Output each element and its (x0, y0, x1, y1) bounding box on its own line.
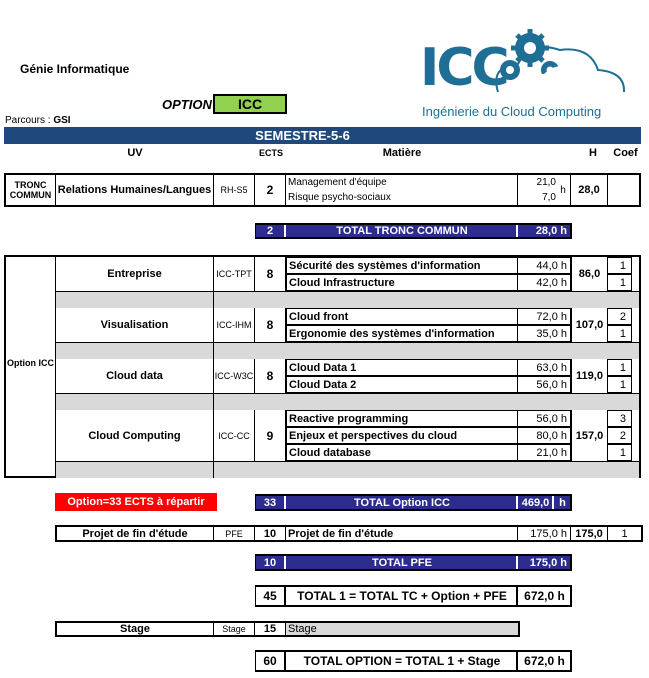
tc-matiere: Management d'équipe (288, 177, 387, 188)
pfe-matiere: Projet de fin d'étude (286, 527, 518, 540)
option-total-hours: 469,0 (519, 496, 554, 509)
option-matiere-coef: 1 (607, 274, 632, 291)
pfe-uv: Projet de fin d'étude (57, 527, 214, 540)
option-separator (56, 291, 214, 308)
stage-matiere: Stage (286, 623, 518, 635)
pfe-total-hours: 175,0 h (529, 556, 567, 569)
pfe-total-h: 175,0 (571, 527, 608, 540)
option-matiere-coef: 1 (607, 257, 632, 274)
tc-matiere: Risque psycho-sociaux (288, 192, 391, 203)
option-matiere-hours: 35,0 h (517, 325, 571, 342)
stage-uv: Stage (57, 623, 214, 635)
option-separator (214, 461, 639, 478)
department-title: Génie Informatique (20, 62, 130, 76)
pfe-row (55, 525, 643, 542)
tc-total-label: TOTAL TRONC COMMUN (288, 225, 518, 237)
option-separator (56, 461, 214, 478)
option-matiere-hours: 56,0 h (517, 376, 571, 393)
option-separator (56, 393, 214, 410)
option-uv-ects: 8 (255, 257, 286, 291)
pfe-ects: 10 (255, 527, 286, 540)
total1-row (255, 585, 572, 607)
col-h: H (589, 146, 597, 159)
tc-ects: 2 (255, 175, 286, 205)
tc-hour: 21,0 (536, 177, 556, 188)
pfe-total-label: TOTAL PFE (288, 556, 518, 569)
pfe-code: PFE (214, 527, 255, 540)
option-separator (214, 291, 639, 308)
total-option-hours: 672,0 h (524, 654, 565, 668)
option-uv-total-h: 107,0 (571, 308, 608, 342)
option-total-ects: 33 (256, 496, 286, 509)
option-separator (214, 342, 639, 359)
option-uv-name: Cloud data (56, 359, 214, 393)
total-option-label: TOTAL OPTION = TOTAL 1 + Stage (288, 652, 518, 670)
option-matiere-hours: 72,0 h (517, 308, 571, 325)
option-matiere-coef: 1 (607, 444, 632, 461)
logo-subtitle: Ingénierie du Cloud Computing (422, 104, 602, 119)
option-total-unit: h (559, 496, 566, 509)
option-matiere: Cloud Infrastructure (286, 274, 518, 291)
option-label: OPTION (162, 97, 212, 112)
option-matiere: Cloud front (286, 308, 518, 325)
option-uv-name: Cloud Computing (56, 410, 214, 461)
tc-group: TRONC COMMUN (6, 175, 56, 205)
stage-row (55, 621, 520, 637)
option-uv-total-h: 157,0 (571, 410, 608, 461)
pfe-hours: 175,0 h (518, 527, 571, 540)
option-matiere-coef: 1 (607, 359, 632, 376)
tc-total-ects: 2 (256, 225, 286, 237)
option-uv-code: ICC-IHM (214, 308, 255, 342)
option-matiere-coef: 1 (607, 376, 632, 393)
option-uv-total-h: 119,0 (571, 359, 608, 393)
option-matiere: Reactive programming (286, 410, 518, 427)
option-matiere: Enjeux et perspectives du cloud (286, 427, 518, 444)
col-matiere: Matière (382, 146, 422, 159)
option-uv-code: ICC-W3C (214, 359, 255, 393)
parcours (5, 115, 71, 126)
tc-hours-unit: h (556, 175, 571, 205)
option-uv-ects: 8 (255, 308, 286, 342)
option-uv-ects: 8 (255, 359, 286, 393)
option-uv-total-h: 86,0 (571, 257, 608, 291)
parcours-value: GSI (53, 115, 71, 126)
total-option-row (255, 494, 572, 511)
tc-total-h: 28,0 (571, 175, 608, 205)
option-matiere-hours: 80,0 h (517, 427, 571, 444)
option-matiere-hours: 42,0 h (517, 274, 571, 291)
option-matiere-coef: 2 (607, 308, 632, 325)
pfe-coef: 1 (621, 527, 628, 540)
option-uv-name: Entreprise (56, 257, 214, 291)
total-option-final-row (255, 650, 572, 672)
icc-logo (420, 26, 640, 122)
option-badge: ICC (213, 94, 287, 114)
option-matiere: Cloud database (286, 444, 518, 461)
total1-ects: 45 (256, 587, 286, 605)
option-total-label: TOTAL Option ICC (288, 496, 518, 509)
tc-hours (518, 175, 556, 205)
col-coef: Coef (613, 146, 638, 159)
option-matiere: Ergonomie des systèmes d'information (286, 325, 518, 342)
option-separator (56, 342, 214, 359)
option-matiere-coef: 3 (607, 410, 632, 427)
tc-code: RH-S5 (214, 175, 255, 205)
tc-uv: Relations Humaines/Langues (56, 175, 214, 205)
option-uv-code: ICC-TPT (214, 257, 255, 291)
parcours-label: Parcours : (5, 115, 51, 126)
semester-title: SEMESTRE-5-6 (255, 128, 350, 143)
option-matiere-coef: 2 (607, 427, 632, 444)
total-pfe-row (255, 554, 572, 571)
stage-code: Stage (214, 623, 255, 635)
option-matiere: Sécurité des systèmes d'information (286, 257, 518, 274)
option-group: Option ICC (6, 257, 56, 476)
semester-bar (4, 127, 641, 144)
col-uv: UV (127, 146, 143, 159)
option-matiere-hours: 56,0 h (517, 410, 571, 427)
tc-total-hours: 28,0 h (535, 225, 567, 237)
total1-label: TOTAL 1 = TOTAL TC + Option + PFE (288, 587, 518, 605)
option-uv-code: ICC-CC (214, 410, 255, 461)
option-uv-name: Visualisation (56, 308, 214, 342)
logo-acronym: ICC (420, 38, 507, 98)
option-matiere-coef: 1 (607, 325, 632, 342)
option-separator (214, 393, 639, 410)
option-matiere-hours: 63,0 h (517, 359, 571, 376)
tc-matieres (286, 175, 518, 205)
option-matiere: Cloud Data 1 (286, 359, 518, 376)
option-matiere-hours: 44,0 h (517, 257, 571, 274)
total-option-ects: 60 (256, 652, 286, 670)
option-matiere: Cloud Data 2 (286, 376, 518, 393)
option-matiere-hours: 21,0 h (517, 444, 571, 461)
total-tronc-commun-row (255, 223, 572, 239)
col-ects: ECTS (258, 147, 283, 158)
option-uv-ects: 9 (255, 410, 286, 461)
pfe-total-ects: 10 (256, 556, 286, 569)
stage-ects: 15 (255, 623, 286, 635)
ects-warning-badge: Option=33 ECTS à répartir (55, 493, 217, 511)
tc-hour: 7,0 (542, 192, 556, 203)
total1-hours: 672,0 h (524, 589, 565, 603)
